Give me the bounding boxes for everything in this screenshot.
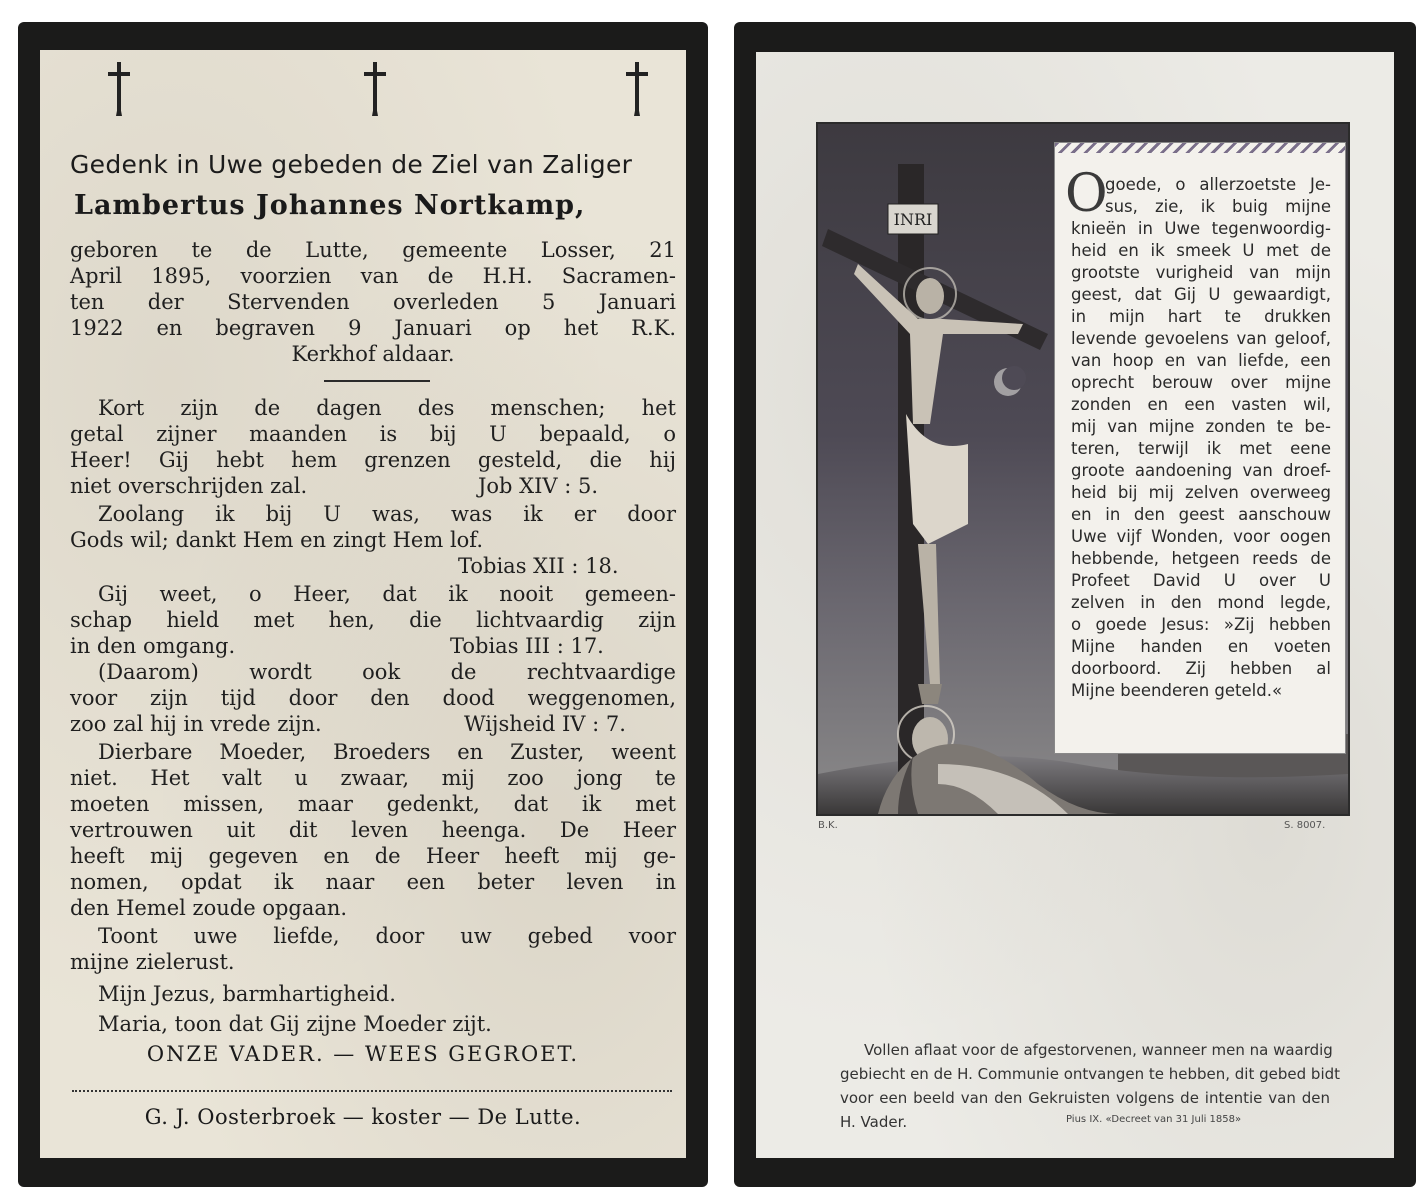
- artist-mark: B.K.: [818, 820, 838, 831]
- inri-sign: INRI: [893, 210, 933, 229]
- verse-line: getal zijner maanden is bij U bepaald, o: [70, 422, 676, 446]
- verse-line: niet. Het valt u zwaar, mij zoo jong te: [70, 766, 676, 790]
- memorial-card-back: [734, 22, 1416, 1187]
- indulgence-line: voor een beeld van den Gekruisten volgens de intentie van den: [840, 1089, 1330, 1107]
- printer-line: G. J. Oosterbroek — koster — De Lutte.: [144, 1105, 582, 1129]
- prayer-line: Mijne beenderen geteld.«: [1071, 681, 1283, 700]
- biography-line: ten der Stervenden overleden 5 Januari: [70, 290, 676, 314]
- prayer-line: knieën in Uwe tegenwoordig-: [1071, 219, 1331, 238]
- decree-reference: Pius IX. «Decreet van 31 Juli 1858»: [1066, 1114, 1242, 1125]
- prayer-line: en in den geest aanschouw: [1071, 505, 1331, 524]
- prayer-line: heid en ik smeek U met de: [1071, 241, 1331, 260]
- prayer-line: sus, zie, ik buig mijne: [1105, 197, 1331, 216]
- biography-line: 1922 en begraven 9 Januari op het R.K.: [70, 316, 676, 340]
- verse-line: Gij weet, o Heer, dat ik nooit gemeen-: [98, 582, 676, 606]
- indulgence-line: H. Vader.: [840, 1113, 908, 1131]
- indulgence-line: Vollen aflaat voor de afgestorvenen, wanneer men na waardig: [864, 1041, 1333, 1059]
- verse-line: voor zijn tijd door den dood weggenomen,: [70, 686, 676, 710]
- verse-line: Zoolang ik bij U was, was ik er door: [98, 502, 676, 526]
- scripture-reference: Tobias III : 17.: [450, 634, 604, 658]
- ejaculation-prayer: Mijn Jezus, barmhartigheid.: [98, 982, 396, 1006]
- crosses-row: [40, 60, 686, 130]
- verse-line: in den omgang.: [70, 634, 236, 658]
- verse-line: moeten missen, maar gedenkt, dat ik met: [70, 792, 676, 816]
- series-mark: S. 8007.: [1284, 820, 1326, 831]
- verse-line: (Daarom) wordt ook de rechtvaardige: [98, 660, 676, 684]
- biography-line: Kerkhof aldaar.: [291, 342, 455, 366]
- memorial-heading: Gedenk in Uwe gebeden de Ziel van Zaliger: [70, 150, 633, 179]
- prayer-line: doorboord. Zij hebben al: [1071, 659, 1331, 678]
- prayer-line: levende gevoelens van geloof,: [1071, 329, 1331, 348]
- prayer-line: Uwe vijf Wonden, voor oogen: [1071, 527, 1331, 546]
- verse-line: Dierbare Moeder, Broeders en Zuster, weent: [98, 740, 676, 764]
- prayer-line: heid bij mij zelven overweeg: [1071, 483, 1331, 502]
- scripture-reference: Job XIV : 5.: [478, 474, 599, 498]
- prayer-line: Profeet David U over U: [1071, 571, 1331, 590]
- scripture-reference: Tobias XII : 18.: [458, 554, 619, 578]
- verse-line: den Hemel zoude opgaan.: [70, 896, 348, 920]
- memorial-card-front: [18, 22, 708, 1187]
- prayer-line: grootste vurigheid van mijn: [1071, 263, 1331, 282]
- verse-line: mijne zielerust.: [70, 950, 235, 974]
- prayer-line: o goede Jesus: »Zij hebben: [1071, 615, 1331, 634]
- indulgence-line: gebiecht en de H. Communie ontvangen te hebben, dit gebed bidt: [840, 1065, 1341, 1083]
- crucifixion-illustration: [816, 122, 1350, 816]
- biography-line: April 1895, voorzien van de H.H. Sacramen-: [70, 264, 676, 288]
- dotted-divider: [72, 1090, 672, 1092]
- card-back-paper: [756, 52, 1394, 1158]
- verse-line: vertrouwen uit dit leven heenga. De Heer: [70, 818, 676, 842]
- scripture-reference: Wijsheid IV : 7.: [464, 712, 626, 736]
- verse-line: nomen, opdat ik naar een beter leven in: [70, 870, 676, 894]
- prayer-line: geest, dat Gij U gewaardigt,: [1071, 285, 1331, 304]
- verse-line: Toont uwe liefde, door uw gebed voor: [98, 924, 676, 948]
- closing-prayers: ONZE VADER. — WEES GEGROET.: [146, 1042, 580, 1066]
- prayer-line: in mijn hart te drukken: [1071, 307, 1331, 326]
- prayer-line: mij van mijne zonden te be-: [1071, 417, 1331, 436]
- verse-line: Gods wil; dankt Hem en zingt Hem lof.: [70, 528, 484, 552]
- prayer-line: teren, terwijl ik met eene: [1071, 439, 1331, 458]
- verse-line: schap hield met hen, die lichtvaardig zijn: [70, 608, 676, 632]
- prayer-line: Mijne handen en voeten: [1071, 637, 1331, 656]
- verse-line: Kort zijn de dagen des menschen; het: [98, 396, 676, 420]
- prayer-line: zelven in den mond legde,: [1071, 593, 1331, 612]
- prayer-line: goede, o allerzoetste Je-: [1105, 175, 1331, 194]
- prayer-panel: [1054, 142, 1346, 754]
- verse-line: Heer! Gij hebt hem grenzen gesteld, die hij: [70, 448, 676, 472]
- prayer-line: oprecht berouw over mijne: [1071, 373, 1331, 392]
- card-front-paper: [40, 50, 686, 1158]
- prayer-line: zonden en een vasten wil,: [1071, 395, 1331, 414]
- prayer-line: groote aandoening van droef-: [1071, 461, 1331, 480]
- prayer-line: hebbende, hetgeen reeds de: [1071, 549, 1331, 568]
- ejaculation-prayer: Maria, toon dat Gij zijne Moeder zijt.: [98, 1012, 492, 1036]
- cross-icon: [622, 60, 652, 118]
- divider: [324, 380, 430, 382]
- verse-line: zoo zal hij in vrede zijn.: [70, 712, 322, 736]
- deceased-name: Lambertus Johannes Nortkamp,: [74, 190, 586, 221]
- cross-icon: [104, 60, 134, 118]
- prayer-line: van hoop en van liefde, een: [1071, 351, 1331, 370]
- prayer-dropcap: O: [1065, 164, 1108, 224]
- cross-icon: [360, 60, 390, 118]
- verse-line: heeft mij gegeven en de Heer heeft mij ge-: [70, 844, 676, 868]
- verse-line: niet overschrijden zal.: [70, 474, 308, 498]
- biography-line: geboren te de Lutte, gemeente Losser, 21: [70, 238, 676, 262]
